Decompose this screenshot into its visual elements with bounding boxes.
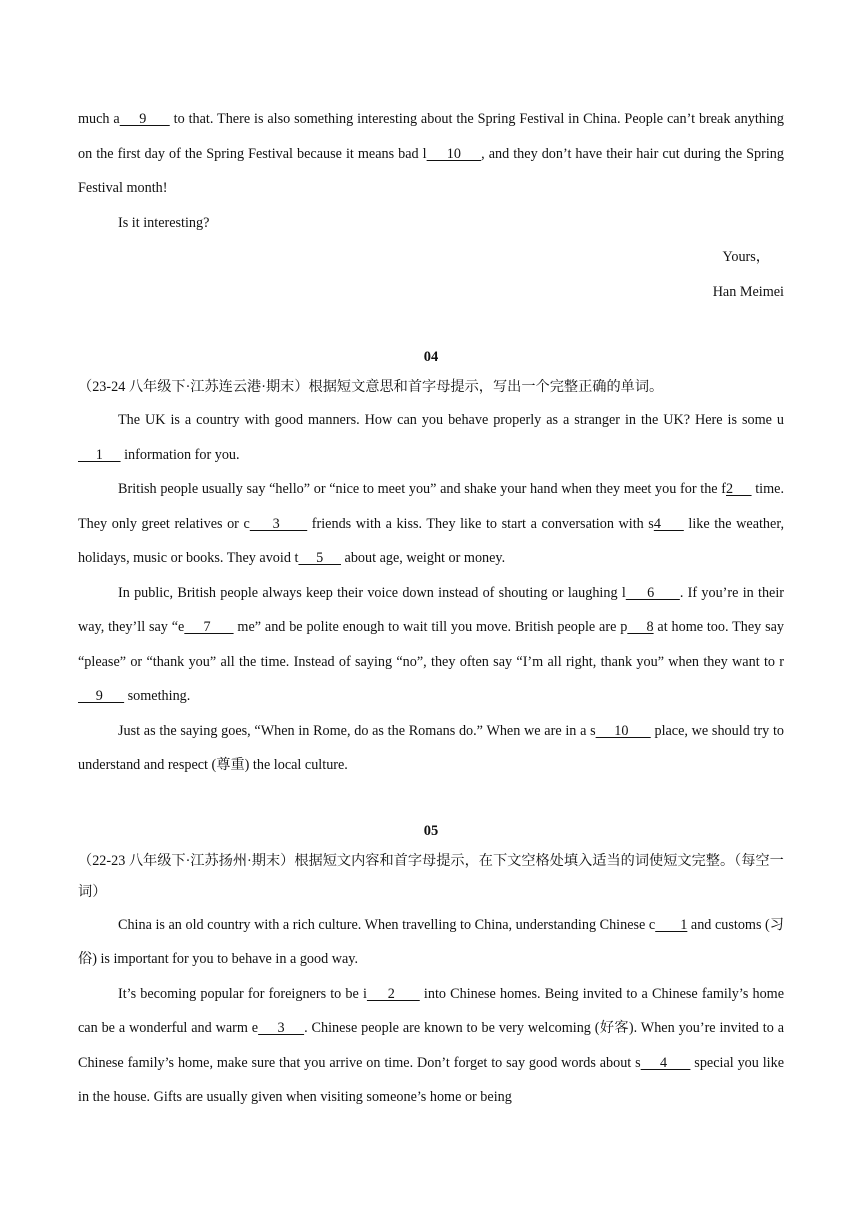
passage-text: special you like in the house. Gifts are usually given when visiting someone’s home or being: [78, 1054, 785, 1105]
passage-paragraph: [78, 102, 784, 206]
answer-blank[interactable]: 5: [298, 550, 341, 566]
document-page: [78, 102, 784, 1115]
passage-text: into Chinese homes. Being invited to a Chinese family’s home can be a wonderful and warm e: [78, 985, 785, 1036]
passage-text: like the weather, holidays, music or books. They avoid t: [78, 515, 785, 566]
passage-paragraph: [78, 576, 784, 714]
answer-blank[interactable]: 3: [258, 1020, 305, 1036]
answer-blank[interactable]: 10: [426, 145, 482, 162]
answer-blank[interactable]: 4: [653, 515, 684, 532]
answer-blank[interactable]: 10: [595, 722, 651, 739]
answer-blank[interactable]: 2: [726, 481, 752, 497]
passage-text: . Chinese people are known to be very welcoming (好客). When you’re invited to a Chinese family’s home, make sure that you arrive on time. Don’t forget to say good words about s: [78, 1020, 784, 1071]
passage-text: much a: [78, 111, 120, 127]
section-number: 04: [423, 349, 439, 365]
section-source: （22-23 八年级下·江苏扬州·期末）根据短文内容和首字母提示，在下文空格处填入适当的词使短文完整。（每空一词）: [78, 852, 784, 900]
answer-blank[interactable]: 3: [249, 515, 308, 532]
answer-blank[interactable]: 2: [366, 985, 420, 1002]
answer-blank[interactable]: 8: [627, 619, 654, 635]
section-source: （23-24 八年级下·江苏连云港·期末）根据短文意思和首字母提示，写出一个完整正确的单词。: [78, 379, 664, 395]
passage-text: . If you’re in their way, they’ll say “e: [78, 584, 784, 635]
passage-text: at home too. They say “please” or “thank you” all the time. Instead of saying “no”, they often say “I’m all right, thank you” when they want to r: [78, 619, 785, 670]
passage-paragraph: [78, 714, 784, 783]
passage-paragraph: [78, 977, 784, 1115]
passage-text: Just as the saying goes, “When in Rome, do as the Romans do.” When we are in a s: [118, 722, 596, 739]
passage-text: me” and be polite enough to wait till you move. British people are p: [233, 619, 628, 635]
passage-text: place, we should try to understand and respect (尊重) the local culture.: [78, 722, 784, 773]
passage-text: It’s becoming popular for foreigners to be i: [118, 985, 367, 1002]
passage-text: time. They only greet relatives or c: [78, 481, 784, 532]
passage-text: friends with a kiss. They like to start a conversation with s: [307, 515, 654, 532]
answer-blank[interactable]: 9: [119, 111, 170, 127]
passage-text: , and they don’t have their hair cut during the Spring Festival month!: [78, 145, 784, 196]
answer-blank[interactable]: 1: [78, 446, 121, 463]
passage-text: and customs (习俗) is important for you to behave in a good way.: [78, 916, 784, 967]
letter-closing: Yours，: [722, 249, 770, 265]
passage-text: British people usually say “hello” or “nice to meet you” and shake your hand when they meet you for the f: [118, 481, 726, 497]
answer-blank[interactable]: 1: [655, 916, 688, 933]
passage-text: about age, weight or money.: [340, 550, 506, 566]
passage-text: to that. There is also something interesting about the Spring Festival in China. People can’t break anything on the first day of the Spring Festival because it means bad l: [78, 111, 784, 162]
letter-signature: Han Meimei: [712, 283, 784, 300]
answer-blank[interactable]: 6: [625, 584, 680, 601]
section-number: 05: [423, 822, 439, 839]
passage-text: information for you.: [120, 446, 240, 463]
answer-blank[interactable]: 4: [640, 1054, 691, 1071]
passage-text: The UK is a country with good manners. How can you behave properly as a stranger in the UK? Here is some u: [118, 412, 784, 428]
answer-blank[interactable]: 9: [78, 688, 125, 704]
passage-paragraph: [78, 472, 784, 576]
passage-text: In public, British people always keep their voice down instead of shouting or laughing l: [118, 584, 626, 601]
passage-text: China is an old country with a rich culture. When travelling to China, understanding Chinese c: [118, 916, 656, 933]
answer-blank[interactable]: 7: [184, 619, 234, 635]
passage-paragraph: Is it interesting?: [118, 214, 210, 231]
passage-text: something.: [124, 688, 191, 704]
passage-paragraph: [78, 908, 784, 977]
passage-paragraph: [78, 403, 784, 472]
